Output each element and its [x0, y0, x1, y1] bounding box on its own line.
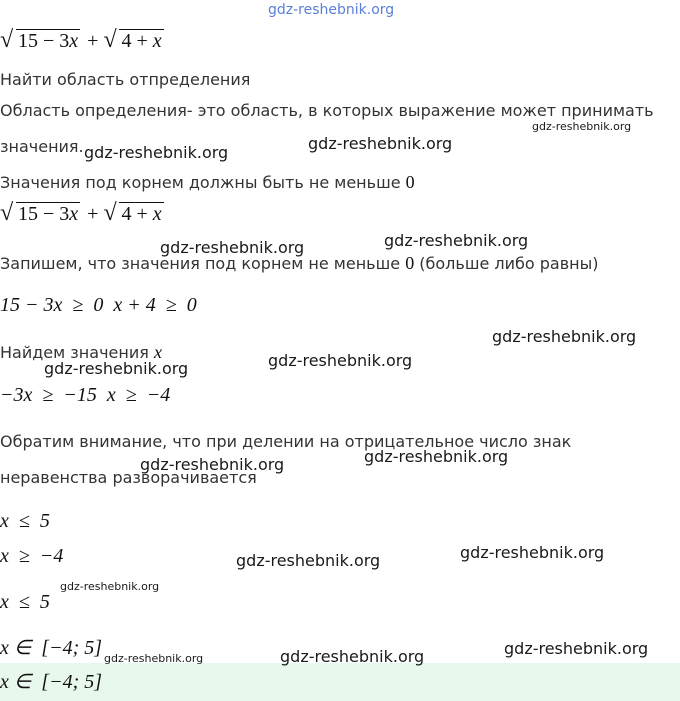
watermark-top: gdz-reshebnik.org	[268, 2, 395, 18]
watermark: gdz-reshebnik.org	[84, 143, 229, 162]
plus-sign-repeat: +	[87, 203, 99, 225]
task-text: Найти область отпределения	[0, 70, 251, 89]
watermark: gdz-reshebnik.org	[60, 580, 160, 593]
find-text: Найдем значения x	[0, 342, 162, 362]
sqrt-2-repeat: √ 4 + x	[103, 200, 162, 226]
watermark: gdz-reshebnik.org	[280, 647, 425, 666]
expression-1	[0, 27, 166, 53]
definition-line-1: Область определения- это область, в которых выражение может принимать	[0, 101, 654, 120]
watermark: gdz-reshebnik.org	[504, 639, 649, 658]
definition-line-2: значения.	[0, 137, 84, 156]
solved-inequalities: −3x ≥ −15 x ≥ −4	[0, 384, 171, 406]
note-line-1: Обратим внимание, что при делении на отрицательное число знак	[0, 432, 572, 451]
watermark: gdz-reshebnik.org	[236, 551, 381, 570]
condition-text: Значения под корнем должны быть не меньше 0	[0, 172, 415, 192]
plus-sign: +	[87, 30, 99, 52]
watermark: gdz-reshebnik.org	[384, 231, 529, 250]
sqrt-2: √ 4 + x	[103, 27, 162, 53]
result-1: x ≤ 5	[0, 510, 50, 532]
result-3: x ≤ 5	[0, 591, 50, 613]
watermark: gdz-reshebnik.org	[308, 134, 453, 153]
inequalities: 15 − 3x ≥ 0 x + 4 ≥ 0	[0, 294, 197, 316]
note-line-2: неравенства разворачивается	[0, 468, 257, 487]
answer-text: x ∈ [−4; 5]	[0, 671, 103, 693]
sqrt-1: √ 15 − 3x	[0, 27, 79, 53]
watermark: gdz-reshebnik.org	[140, 455, 285, 474]
watermark: gdz-reshebnik.org	[44, 359, 189, 378]
watermark: gdz-reshebnik.org	[364, 447, 509, 466]
watermark: gdz-reshebnik.org	[492, 327, 637, 346]
sqrt-1-repeat: √ 15 − 3x	[0, 200, 79, 226]
write-text: Запишем, что значения под корнем не меньше 0 (больше либо равны)	[0, 253, 599, 273]
watermark: gdz-reshebnik.org	[532, 120, 632, 133]
watermark: gdz-reshebnik.org	[460, 543, 605, 562]
result-4: x ∈ [−4; 5]	[0, 637, 103, 659]
watermark: gdz-reshebnik.org	[160, 238, 305, 257]
watermark: gdz-reshebnik.org	[268, 351, 413, 370]
result-2: x ≥ −4	[0, 545, 64, 567]
expression-2	[0, 200, 166, 226]
watermark: gdz-reshebnik.org	[104, 652, 204, 665]
answer-box	[0, 663, 680, 701]
